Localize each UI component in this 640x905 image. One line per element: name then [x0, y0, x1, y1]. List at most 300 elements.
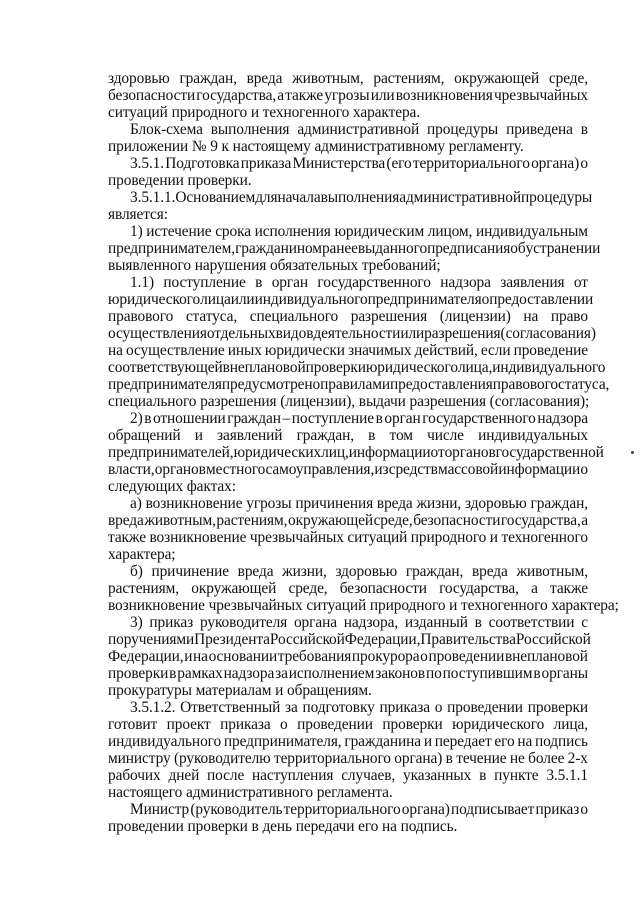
text-word: жизни, — [416, 495, 462, 512]
text-line: ситуаций природного и техногенного характера. — [108, 104, 421, 121]
text-word: предпринимателя — [367, 291, 482, 308]
text-word: также — [550, 580, 588, 597]
text-word: чрезвычайных — [493, 87, 588, 104]
text-word: вреда — [376, 495, 413, 512]
text-word: гражданином — [235, 240, 322, 257]
text-word: животным, — [292, 70, 364, 87]
text-word: заявления — [500, 274, 565, 291]
text-word: законов — [375, 665, 426, 682]
text-word: в — [169, 665, 177, 682]
text-word: Правительства — [420, 631, 516, 648]
text-word: государства, — [500, 512, 581, 529]
text-word: разрешения — [424, 325, 501, 342]
text-word: граждан, — [405, 563, 464, 580]
text-word: безопасности — [413, 512, 501, 529]
text-word: также — [285, 87, 324, 104]
text-word: в — [255, 274, 263, 291]
text-word: 3.5.1.2. — [130, 699, 176, 716]
text-word: чрезвычайных — [249, 529, 344, 546]
text-word: Подготовка — [165, 155, 240, 172]
text-line: прокуратуры материалам и обращениям. — [108, 682, 372, 699]
text-word: заявлений — [217, 427, 283, 444]
text-word: разрешения — [350, 308, 428, 325]
text-word: окружающей — [191, 580, 277, 597]
text-word: причинение — [151, 563, 229, 580]
text-word: в — [368, 427, 376, 444]
text-word: животным, — [144, 512, 216, 529]
text-word: проверки — [382, 716, 443, 733]
text-word: и — [184, 648, 193, 665]
text-word: требования — [277, 648, 352, 665]
text-word: вреда — [237, 563, 274, 580]
text-word: деятельности — [313, 325, 401, 342]
text-word: на — [193, 648, 208, 665]
text-word: государства, — [439, 580, 519, 597]
text-word: граждан — [227, 410, 281, 427]
text-word: действий, — [414, 342, 478, 359]
text-word: (руководителю — [173, 750, 271, 767]
text-word: соответствующей — [108, 359, 223, 376]
text-word: ситуаций — [347, 529, 408, 546]
text-word: и — [489, 529, 498, 546]
text-word: не — [509, 750, 525, 767]
text-word: рабочих — [108, 767, 161, 784]
text-word: предусмотрено — [221, 376, 321, 393]
text-word: вреда — [246, 70, 283, 87]
text-word: среде, — [548, 70, 588, 87]
text-word: 3.5.1.1. — [130, 189, 176, 206]
text-line: выявленного нарушения обязательных требований; — [108, 257, 441, 274]
text-word: административной — [297, 121, 420, 138]
text-word: территориального — [412, 155, 530, 172]
text-word: органы — [541, 665, 588, 682]
text-word: Российской — [515, 631, 591, 648]
text-word: индивидуальных — [478, 427, 588, 444]
text-word: из — [374, 461, 389, 478]
text-word: угрозы — [246, 495, 292, 512]
text-line — [130, 155, 588, 172]
text-word: указанных — [402, 767, 472, 784]
text-word: в — [533, 665, 541, 682]
text-line — [130, 495, 588, 512]
text-line: специального разрешения (лицензии), выдачи разрешения (согласования); — [108, 393, 590, 410]
text-line: проведении проверки. — [108, 172, 252, 189]
text-word: угрозы — [324, 87, 370, 104]
text-word: среде, — [373, 512, 413, 529]
text-word: лица, — [553, 716, 588, 733]
text-word: административной — [399, 189, 521, 206]
text-word: поступление — [163, 274, 246, 291]
text-word: передает — [434, 733, 492, 750]
text-word: надзора — [440, 274, 491, 291]
text-word: дней — [168, 767, 200, 784]
text-word: приказа — [220, 716, 271, 733]
text-word: лицом, — [427, 223, 473, 240]
scan-speck — [631, 451, 634, 454]
text-word: здоровью — [465, 495, 527, 512]
text-word: окружающей — [287, 512, 374, 529]
text-word: здоровью — [335, 563, 398, 580]
text-word: органов — [154, 461, 206, 478]
text-word: проведение — [513, 342, 588, 359]
text-word: надзора — [537, 410, 588, 427]
text-line — [108, 767, 588, 784]
text-word: за — [285, 699, 298, 716]
text-word: вреда — [471, 563, 508, 580]
text-word: или — [400, 325, 425, 342]
text-line: характера; — [108, 546, 176, 563]
text-word: безопасности — [108, 87, 196, 104]
text-word: правилами — [320, 376, 391, 393]
text-line — [130, 121, 588, 138]
text-word: лица — [200, 291, 231, 308]
text-word: возникновения — [395, 87, 493, 104]
text-word: и — [194, 427, 203, 444]
text-word: специального — [249, 308, 339, 325]
text-word: также — [108, 529, 146, 546]
text-word: Министерства — [292, 155, 386, 172]
text-word: поручениями — [108, 631, 195, 648]
text-word: после — [207, 767, 245, 784]
text-word: граждан, — [296, 427, 354, 444]
text-word: вреда — [108, 512, 144, 529]
text-word: на — [517, 733, 533, 750]
text-word: наступления — [252, 767, 334, 784]
text-line — [130, 699, 588, 716]
text-word: от — [430, 444, 445, 461]
text-line — [108, 342, 588, 359]
text-word: осуществление — [125, 342, 225, 359]
text-line — [108, 716, 588, 733]
text-word: предпринимателем, — [108, 240, 236, 257]
text-word: рамках — [177, 665, 223, 682]
text-line: настоящего административного регламента. — [108, 784, 393, 801]
text-word: 1.1) — [130, 274, 154, 291]
text-word: о — [580, 801, 588, 818]
text-word: истечение — [146, 223, 212, 240]
text-word: выполнения — [210, 121, 290, 138]
text-word: органа) — [394, 750, 443, 767]
text-word: индивидуального — [492, 359, 606, 376]
text-line — [130, 614, 588, 631]
text-word: в — [474, 614, 482, 631]
text-word: предпринимателей, — [108, 444, 234, 461]
text-word: основании — [208, 648, 278, 665]
text-word: орган — [384, 410, 421, 427]
text-word: Министр — [130, 801, 190, 818]
text-line — [108, 87, 588, 104]
text-word: ранее — [321, 240, 358, 257]
text-word: растениям, — [373, 70, 445, 87]
text-word: предписания — [427, 240, 511, 257]
text-word: юридического — [108, 291, 201, 308]
text-word: а — [581, 512, 588, 529]
text-word: устранении — [525, 240, 601, 257]
text-line — [130, 563, 588, 580]
text-word: государственного — [317, 274, 431, 291]
text-word: приказа — [240, 155, 292, 172]
text-line — [108, 427, 588, 444]
text-word: гражданина — [344, 733, 422, 750]
text-word: проведении — [297, 716, 373, 733]
text-word: надзора, — [343, 614, 399, 631]
text-line — [108, 733, 588, 750]
text-word: внеплановой — [222, 359, 306, 376]
text-word: исполнения — [254, 223, 331, 240]
text-word: в — [375, 410, 383, 427]
text-word: органа) — [401, 801, 450, 818]
text-word: в — [479, 767, 487, 784]
text-word: или — [230, 291, 255, 308]
text-word: юридически — [264, 342, 345, 359]
text-word: числе — [427, 427, 464, 444]
text-line — [108, 512, 588, 529]
text-word: обращений — [108, 427, 181, 444]
text-line: проведении проверки в день передачи его на подпись. — [108, 818, 458, 835]
text-line: приложении № 9 к настоящему административному регламенту. — [108, 138, 524, 155]
text-word: срока — [215, 223, 251, 240]
text-word: органа) — [531, 155, 580, 172]
text-word: от — [573, 274, 588, 291]
text-word: приказ — [149, 614, 194, 631]
text-line — [108, 750, 588, 767]
text-word: о — [481, 291, 490, 308]
text-word: если — [480, 342, 511, 359]
text-line — [130, 223, 588, 240]
text-line — [108, 461, 588, 478]
text-word: предпринимателя, — [223, 733, 342, 750]
text-word: осуществления — [108, 325, 207, 342]
text-word: о — [580, 155, 588, 172]
text-word: Президента — [194, 631, 270, 648]
text-word: в — [445, 750, 453, 767]
text-word: самоуправления, — [265, 461, 375, 478]
text-word: выполнения — [320, 189, 400, 206]
text-word: в — [144, 410, 152, 427]
text-word: местного — [206, 461, 266, 478]
text-word: иных — [227, 342, 262, 359]
text-word: проверки — [527, 699, 588, 716]
text-word: массовой — [438, 461, 499, 478]
text-word: статуса, — [558, 376, 610, 393]
text-word: начала — [277, 189, 321, 206]
text-word: информации — [498, 461, 581, 478]
text-word: за — [275, 665, 288, 682]
text-word: юридического — [452, 716, 545, 733]
text-word: проект — [166, 716, 211, 733]
text-word: случаев, — [341, 767, 396, 784]
text-word: индивидуальным — [475, 223, 588, 240]
text-line — [130, 189, 593, 206]
text-word: индивидуального — [108, 733, 222, 750]
text-word: Федерации, — [344, 631, 421, 648]
text-line — [108, 325, 596, 342]
text-word: средств — [388, 461, 438, 478]
text-word: юридическим — [334, 223, 425, 240]
text-word: процедуры — [427, 121, 499, 138]
text-word: органа — [293, 614, 337, 631]
text-word: готовит — [108, 716, 158, 733]
text-word: подписывает — [450, 801, 535, 818]
text-word: 1) — [130, 223, 143, 240]
text-word: его — [494, 733, 515, 750]
text-word: отдельных — [206, 325, 276, 342]
text-word: Блок-схема — [130, 121, 203, 138]
text-word: об — [510, 240, 526, 257]
text-word: (лицензии) — [439, 308, 511, 325]
text-word: а — [277, 87, 285, 104]
text-word: надзора — [223, 665, 275, 682]
text-word: правового — [492, 376, 558, 393]
text-line — [108, 665, 588, 682]
text-word: предпринимателя — [108, 376, 222, 393]
text-line — [130, 801, 588, 818]
text-word: (согласования) — [500, 325, 596, 342]
text-word: граждан, — [179, 70, 237, 87]
text-word: том — [389, 427, 413, 444]
text-word: пункте — [494, 767, 539, 784]
text-line — [108, 648, 588, 665]
text-line — [108, 580, 588, 597]
text-word: министру — [108, 750, 171, 767]
text-word: орган — [271, 274, 308, 291]
text-word: граждан, — [530, 495, 588, 512]
text-word: проведении — [428, 648, 505, 665]
text-word: информации — [348, 444, 431, 461]
text-word: Основанием — [175, 189, 256, 206]
text-line — [108, 359, 606, 376]
text-line — [130, 274, 588, 291]
text-word: 2) — [130, 410, 143, 427]
text-word: соответствии — [488, 614, 575, 631]
text-word: проведении — [447, 699, 523, 716]
text-word: растениям, — [216, 512, 288, 529]
text-word: возникновение — [149, 529, 247, 546]
text-word: по — [425, 665, 442, 682]
text-word: (его — [386, 155, 412, 172]
text-word: власти, — [108, 461, 155, 478]
text-word: значимых — [348, 342, 412, 359]
text-word: а) — [130, 495, 142, 512]
text-word: окружающей — [454, 70, 540, 87]
text-word: территориального — [283, 801, 401, 818]
text-word: или — [370, 87, 395, 104]
text-word: прокурора — [351, 648, 420, 665]
text-word: Российской — [269, 631, 345, 648]
text-word: приказ — [535, 801, 580, 818]
text-word: приказа — [379, 699, 430, 716]
text-word: государственного — [422, 410, 536, 427]
text-line — [108, 291, 594, 308]
text-line — [108, 376, 610, 393]
text-word: внеплановой — [504, 648, 588, 665]
text-word: о — [434, 699, 443, 716]
text-word: безопасности — [339, 580, 427, 597]
text-word: статуса, — [185, 308, 238, 325]
text-word: о — [280, 716, 288, 733]
text-word: в — [580, 121, 588, 138]
text-word: на — [523, 308, 539, 325]
text-word: среде, — [288, 580, 328, 597]
text-word: предоставления — [390, 376, 493, 393]
text-line — [130, 410, 588, 427]
text-word: предоставлении — [489, 291, 594, 308]
text-word: видов — [275, 325, 314, 342]
text-word: приведена — [506, 121, 573, 138]
text-word: причинения — [295, 495, 374, 512]
text-word: выданного — [357, 240, 428, 257]
text-line — [108, 308, 588, 325]
text-word: жизни, — [282, 563, 327, 580]
text-word: юридического — [365, 359, 458, 376]
text-line: является: — [108, 206, 168, 223]
text-word: с — [581, 614, 588, 631]
text-word: о — [420, 648, 428, 665]
text-line: следующих фактах: — [108, 478, 236, 495]
text-word: природного — [410, 529, 487, 546]
text-line: возникновение чрезвычайных ситуаций природного и техногенного характера; — [108, 597, 619, 614]
text-word: исполнением — [288, 665, 375, 682]
text-word: проверки — [108, 665, 169, 682]
text-word: руководителя — [199, 614, 288, 631]
text-word: растениям, — [108, 580, 180, 597]
text-word: подпись — [535, 733, 588, 750]
text-word: проверки — [305, 359, 366, 376]
text-word: здоровью — [108, 70, 170, 87]
text-line — [108, 240, 601, 257]
text-word: право — [550, 308, 588, 325]
text-word: изданный — [404, 614, 468, 631]
text-word: 3) — [130, 614, 143, 631]
text-line — [108, 631, 591, 648]
text-word: б) — [130, 563, 143, 580]
text-word: и — [423, 733, 432, 750]
text-word: для — [255, 189, 278, 206]
text-word: Федерации, — [108, 648, 184, 665]
text-word: 3.5.1.1 — [546, 767, 588, 784]
text-word: 3.5.1. — [130, 155, 165, 172]
text-word: животным, — [516, 563, 588, 580]
text-word: процедуры — [521, 189, 593, 206]
text-word: (руководитель — [190, 801, 283, 818]
text-word: отношении — [152, 410, 226, 427]
text-line — [108, 444, 604, 461]
text-word: лиц, — [321, 444, 349, 461]
text-word: государства, — [196, 87, 277, 104]
text-word: – — [282, 410, 291, 427]
text-word: возникновение — [145, 495, 243, 512]
text-word: Ответственный — [180, 699, 281, 716]
text-word: поступившим — [442, 665, 533, 682]
text-word: юридических — [233, 444, 322, 461]
text-word: государственной — [495, 444, 604, 461]
text-word: более — [528, 750, 565, 767]
text-word: поступление — [291, 410, 375, 427]
text-word: лица, — [457, 359, 493, 376]
text-line — [108, 529, 588, 546]
text-line — [108, 70, 588, 87]
text-word: а — [531, 580, 538, 597]
text-word: территориального — [273, 750, 391, 767]
text-word: техногенного — [501, 529, 588, 546]
text-word: 2-х — [567, 750, 588, 767]
text-word: о — [580, 461, 588, 478]
text-word: течение — [456, 750, 507, 767]
text-word: подготовку — [302, 699, 375, 716]
text-word: органов — [444, 444, 496, 461]
text-word: правового — [108, 308, 174, 325]
text-word: на — [108, 342, 123, 359]
